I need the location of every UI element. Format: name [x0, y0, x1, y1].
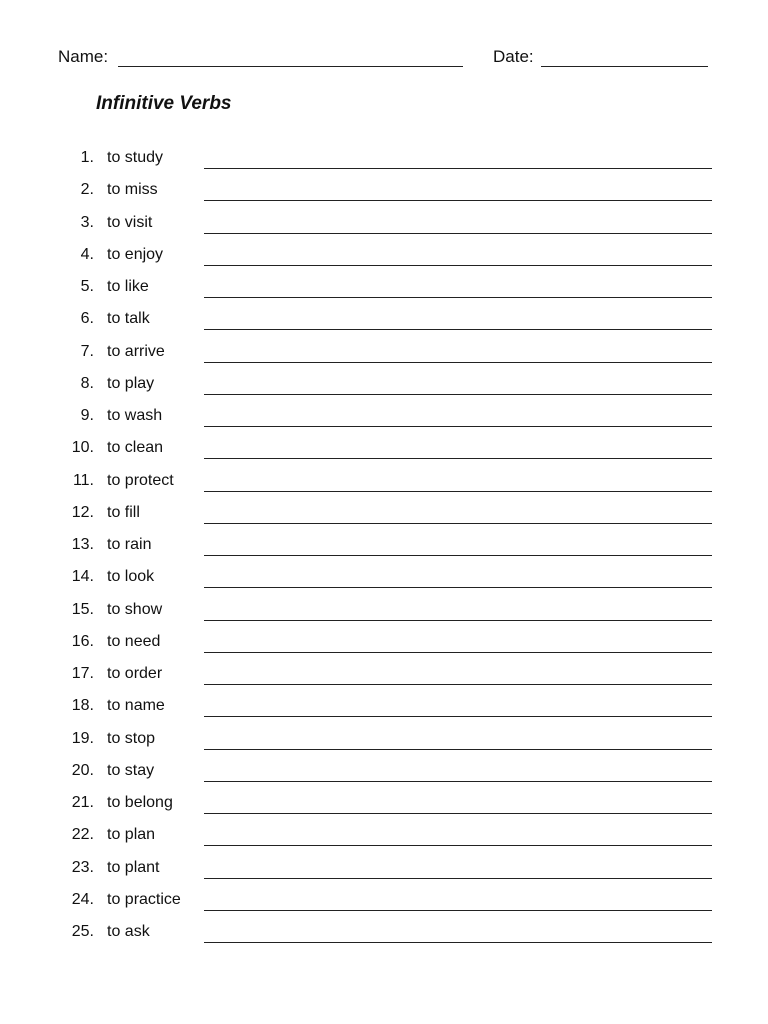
verb-label: to look: [107, 568, 155, 586]
verb-label: to fill: [107, 503, 140, 521]
item-number: 12.: [71, 503, 94, 521]
item-number: 7.: [80, 342, 94, 360]
worksheet-title: Infinitive Verbs: [96, 93, 232, 114]
list-item: [0, 210, 768, 242]
verb-label: to miss: [107, 181, 158, 199]
item-number: 14.: [71, 568, 94, 586]
name-label: Name:: [58, 47, 109, 66]
answer-line[interactable]: [204, 394, 712, 395]
answer-line[interactable]: [204, 878, 712, 879]
list-item: [0, 564, 768, 596]
answer-line[interactable]: [204, 845, 712, 846]
list-item: [0, 435, 768, 467]
item-number: 2.: [80, 181, 94, 199]
answer-line[interactable]: [204, 813, 712, 814]
item-number: 20.: [71, 761, 94, 779]
item-number: 10.: [71, 439, 94, 457]
list-item: [0, 468, 768, 500]
answer-line[interactable]: [204, 910, 712, 911]
verb-label: to ask: [107, 923, 150, 940]
answer-line[interactable]: [204, 168, 712, 169]
list-item: [0, 693, 768, 725]
verb-label: to talk: [107, 310, 150, 328]
verb-label: to visit: [107, 213, 153, 231]
verb-label: to plan: [107, 826, 156, 844]
answer-line[interactable]: [204, 942, 712, 943]
answer-line[interactable]: [204, 233, 712, 234]
item-number: 11.: [72, 471, 94, 489]
list-item: [0, 532, 768, 564]
list-item: [0, 919, 768, 951]
verb-label: to practice: [107, 890, 181, 908]
list-item: [0, 758, 768, 790]
list-item: [0, 177, 768, 209]
item-number: 5.: [80, 278, 94, 295]
verb-label: to arrive: [107, 342, 165, 360]
answer-line[interactable]: [204, 587, 712, 588]
item-number: 8.: [80, 374, 94, 392]
item-number: 3.: [80, 213, 94, 231]
verb-label: to belong: [107, 794, 173, 811]
verb-label: to like: [107, 278, 149, 295]
item-number: 15.: [71, 600, 94, 618]
answer-line[interactable]: [204, 297, 712, 298]
list-item: [0, 403, 768, 435]
item-number: 6.: [80, 310, 94, 328]
answer-line[interactable]: [204, 200, 712, 201]
answer-line[interactable]: [204, 491, 712, 492]
item-number: 1.: [80, 149, 94, 166]
answer-line[interactable]: [204, 749, 712, 750]
list-item: [0, 822, 768, 854]
item-number: 25.: [71, 923, 94, 940]
verb-label: to wash: [107, 407, 163, 424]
answer-line[interactable]: [204, 362, 712, 363]
answer-line[interactable]: [204, 781, 712, 782]
answer-line[interactable]: [204, 329, 712, 330]
item-number: 9.: [80, 407, 94, 424]
name-field[interactable]: [118, 66, 463, 67]
list-item: [0, 371, 768, 403]
list-item: [0, 500, 768, 532]
item-number: 22.: [71, 826, 94, 844]
list-item: [0, 661, 768, 693]
answer-line[interactable]: [204, 652, 712, 653]
item-number: 13.: [71, 536, 94, 553]
list-item: [0, 274, 768, 306]
list-item: [0, 726, 768, 758]
answer-line[interactable]: [204, 426, 712, 427]
item-number: 16.: [71, 632, 94, 650]
list-item: [0, 629, 768, 661]
item-number: 24.: [71, 890, 94, 908]
verb-label: to order: [107, 665, 163, 682]
worksheet-header: [0, 46, 768, 70]
verb-label: to show: [107, 600, 163, 618]
verb-label: to protect: [107, 471, 174, 489]
verb-label: to plant: [107, 858, 160, 876]
answer-line[interactable]: [204, 265, 712, 266]
verb-label: to clean: [107, 439, 164, 457]
list-item: [0, 790, 768, 822]
verb-label: to need: [107, 632, 161, 650]
answer-line[interactable]: [204, 555, 712, 556]
verb-label: to play: [107, 374, 155, 392]
verb-label: to stay: [107, 761, 155, 779]
item-number: 19.: [71, 729, 94, 747]
answer-line[interactable]: [204, 620, 712, 621]
verb-label: to rain: [107, 536, 152, 553]
list-item: [0, 306, 768, 338]
item-number: 4.: [80, 245, 94, 263]
list-item: [0, 855, 768, 887]
date-label: Date:: [493, 47, 534, 66]
list-item: [0, 242, 768, 274]
answer-line[interactable]: [204, 523, 712, 524]
item-number: 18.: [71, 697, 94, 715]
verb-label: to stop: [107, 729, 156, 747]
list-item: [0, 887, 768, 919]
item-number: 21.: [71, 794, 94, 811]
verb-label: to name: [107, 697, 165, 715]
list-item: [0, 145, 768, 177]
item-number: 17.: [71, 665, 94, 682]
verb-label: to enjoy: [107, 245, 164, 263]
answer-line[interactable]: [204, 716, 712, 717]
verb-label: to study: [107, 149, 164, 166]
list-item: [0, 339, 768, 371]
answer-line[interactable]: [204, 458, 712, 459]
item-number: 23.: [71, 858, 94, 876]
date-field[interactable]: [541, 66, 708, 67]
list-item: [0, 597, 768, 629]
answer-line[interactable]: [204, 684, 712, 685]
verb-list: [0, 145, 768, 951]
